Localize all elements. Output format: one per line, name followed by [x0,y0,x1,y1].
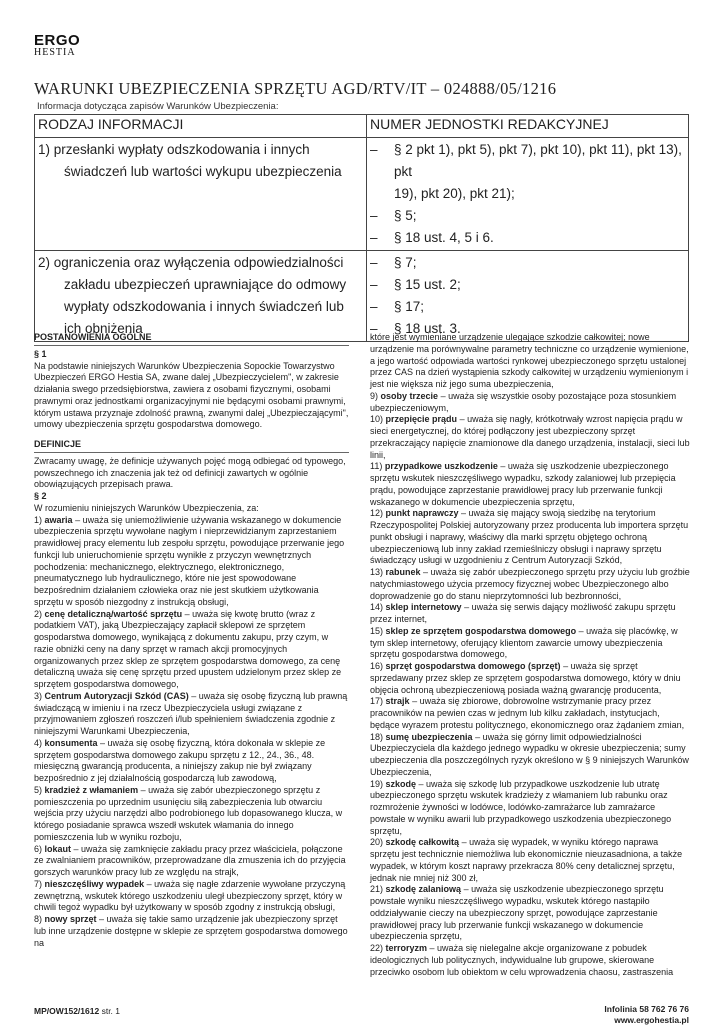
definition-number: 8) [34,914,43,924]
definition-item [34,785,349,844]
section-heading-general: POSTANOWIENIA OGÓLNE [34,332,349,346]
definition-text: – uważa się sprzęt sprzedawany przez sklep ze sprzętem gospodarstwa domowego, który w dniu objęcia ochroną ubezpieczeniową posiada ważną gwarancję producenta, [370,661,681,695]
right-column [370,332,690,978]
definition-item [34,738,349,785]
definition-term: lokaut [44,843,72,854]
definition-text: – uważa się nielegalne akcje organizowane z pobudek ideologicznych lub politycznych, indywidualne lub grupowe, skierowane przeciwko osobom lub obiektom w celu wprowadzenia chaosu, zastraszenia [370,943,674,977]
definition-item [370,661,690,696]
definition-text: – uważa się placówkę, w tym sklep internetowy, oferujący klientom zawarcie umowy ubezpieczenia sprzętu gospodarstwa domowego, [370,625,678,660]
definition-term: szkodę zalaniową [385,884,462,895]
definition-number: 15) [370,625,384,636]
definition-item [370,602,690,626]
logo-hestia: HESTIA [34,47,76,58]
definition-item [370,508,690,567]
definition-term: sklep ze sprzętem gospodarstwa domowego [385,625,577,636]
definition-number: 13) [370,567,384,577]
definition-number: 4) [34,737,43,748]
row1-right: – § 2 pkt 1), pkt 5), pkt 7), pkt 10), pkt 11), pkt 13), pkt 19), pkt 20), pkt 21); – § 5; – § 18 ust. 4, 5 i 6. [367,138,689,251]
definition-text: – uważa się mający swoją siedzibę na terytorium Rzeczypospolitej Polskiej autoryzowany przez producenta lub importera sprzętu punkt obsługi i naprawy, właściwy dla marki sprzętu objętego ochroną ubezpieczeniową lub inny zakład rzemieślniczy obsługi i naprawy sprzętu świadczący usługi w uzgodnieniu z Centrum Autoryzacji Szkód, [370,508,689,566]
definition-item [370,696,690,731]
definition-term: przepięcie prądu [385,414,458,425]
row1-right-item: § 5; [394,208,417,223]
definition-text: – uważa się zbiorowe, dobrowolne wstrzymanie pracy przez pracowników na pewien czas w jednym lub kilku zakładach, instytucjach, będące wyrazem protestu politycznego, ekonomicznego oraz żądaniem zmian, [370,696,685,730]
section-heading-definitions: DEFINICJE [34,439,349,453]
definition-item [34,609,349,691]
definition-term: sklep internetowy [385,602,462,613]
definition-number: 20) [370,837,384,848]
header-right: NUMER JEDNOSTKI REDAKCYJNEJ [367,115,689,138]
definition-term: szkodę całkowitą [385,837,460,848]
definition-text: – uważa się nagłe zdarzenie wywołane przyczyną zewnętrzną, wskutek którego uszkodzeniu uległ ubezpieczony sprzęt, który w chwili tegoż wypadku był użytkowany w sposób zgodny z instrukcją obsługi, [34,878,346,913]
definition-item [370,414,690,461]
definition-text: – uważa się uszkodzenie ubezpieczonego sprzętu powstałe wyniku nieszczęśliwego wypadku, wskutek którego nastąpiło oddziaływanie cieczy na ubezpieczony sprzęt, powodujące zaprzestanie prawidłowej pracy lub przerwanie funkcji wskazanego w dokumencie ubezpieczenia sprzętu, [370,884,664,942]
definition-text: – uważa się serwis dający możliwość zakupu sprzętu przez internet, [370,602,676,624]
row1-right-item: § 2 pkt 1), pkt 5), pkt 7), pkt 10), pkt 11), pkt 13), pkt [394,142,682,179]
definition-number: 10) [370,414,384,425]
definition-term: Centrum Autoryzacji Szkód (CAS) [44,690,189,701]
definition-text: – uważa się zabór ubezpieczonego sprzętu z pomieszczenia po uprzednim usunięciu siłą zabezpieczenia lub otwarciu wejścia przy użyciu narzędzi albo podrobionego lub dopasowanego klucza, w którego posiadanie sprawca wszedł wskutek włamania do innego pomieszczenia lub w wyniku rozboju, [34,784,343,842]
definition-text: – uważa się wszystkie osoby pozostające poza stosunkiem ubezpieczeniowym, [370,390,677,413]
header-left: RODZAJ INFORMACJI [35,115,367,138]
row1-right-item: § 18 ust. 4, 5 i 6. [394,230,494,245]
paragraph-text: Na podstawie niniejszych Warunków Ubezpieczenia Sopockie Towarzystwo Ubezpieczeń ERGO Hestia SA, zwane dalej „Ubezpieczycielem", w zakresie działania swego przedsiębiorstwa, zawiera z osobami fizycznymi, osobami prawnymi oraz jednostkami organizacyjnymi nie będącymi osobami prawnymi, którym ustawa przyznaje zdolność prawną, zwanymi dalej „Ubezpieczającymi", umowy ubezpieczenia sprzętu gospodarstwa domowego. [34,360,349,430]
info-subtitle: Informacja dotycząca zapisów Warunków Ubezpieczenia: [37,101,279,112]
logo-ergo: ERGO [34,32,81,49]
row2-left-line: zakładu ubezpieczeń uprawniające do odmowy [64,277,347,292]
definition-text: – uważa się wypadek, w wyniku którego naprawa sprzętu jest technicznie niemożliwa lub ekonomicznie nieuzasadniona, a także wypadek, w którym koszt naprawy przekracza 80% ceny detalicznej sprzętu, jednak nie mniej niż 300 zł, [370,837,683,883]
definition-text: – uważa się takie samo urządzenie jak ubezpieczony sprzęt lub inne urządzenie dostępne w sklepie ze sprzętem gospodarstwa domowego na [34,914,348,948]
definition-item [370,943,690,978]
table-row [35,138,689,251]
definition-term: sprzęt gospodarstwa domowego (sprzęt) [385,661,561,671]
definition-text: – uważa się osobę fizyczną, która dokonała w sklepie ze sprzętem gospodarstwa domowego zakupu sprzętu z 12., 24., 36., 48. miesięczną gwarancją producenta, a niniejszy zakup nie był związany bezpośrednio z jej działalnością gospodarczą lub zawodową, [34,737,326,783]
definition-text: – uważa się nagły, krótkotrwały wzrost napięcia prądu w sieci energetycznej, do której podłączony jest ubezpieczony sprzęt przekraczający napięcie znamionowe dla danego urządzenia, instalacji, sieci lub linii, [370,414,690,460]
definition-number: 1) [34,514,43,525]
definition-number: 18) [370,731,384,742]
row2-right: – § 7; – § 15 ust. 2; – § 17; – § 18 ust. 3. [367,251,689,342]
row2-right-item: § 18 ust. 3. [394,321,461,336]
definition-item [34,515,349,609]
definition-term: osoby trzecie [380,390,439,401]
definition-number: 7) [34,878,43,889]
ergo-hestia-logo [34,34,80,58]
hotline: Infolinia 58 762 76 76 [604,1004,689,1014]
definition-number: 22) [370,943,384,953]
definition-term: sumę ubezpieczenia [385,731,473,742]
definition-item [370,567,690,602]
definition-term: szkodę [385,778,417,789]
definition-term: przypadkowe uszkodzenie [384,461,498,472]
definition-text: – uważa się uniemożliwienie używania wskazanego w dokumencie ubezpieczenia sprzętu wywołane nagłym i nieprzewidzianym zaprzestaniem prawidłowej pracy elementu lub zespołu sprzętu, powodujące przerwanie jego funkcji lub unieruchomienie sprzętu wynikłe z przyczyn wewnętrznych pochodzenia: mechanicznego, elektrycznego, elektronicznego, pneumatycznego lub hydraulicznego, które nie jest spowodowane bezpośrednim działaniem człowieka oraz nie jest skutkiem użytkowania sprzętu w sposób niezgodny z instrukcją obsługi, [34,514,345,607]
definition-item [370,461,690,508]
definition-term: cenę detaliczną/wartość sprzętu [44,608,183,619]
definition-text: – uważa się górny limit odpowiedzialności Ubezpieczyciela dla każdego jednego wypadku w okresie ubezpieczenia; sumy ubezpieczenia dla poszczególnych ryzyk określono w § 9 niniejszych Warunków Ubezpieczenia, [370,731,689,777]
definition-term: konsumenta [44,737,98,748]
definition-list [370,391,690,979]
row2-right-item: § 15 ust. 2; [394,277,461,292]
row2-left-line: wypłaty odszkodowania i innych świadczeń lub [64,299,344,314]
definition-term: nieszczęśliwy wypadek [44,878,145,889]
paragraph-text: Zwracamy uwagę, że definicje używanych pojęć mogą odbiegać od typowego, powszechnego ich znaczenia jak też od definicji zawartych w ogólnie obowiązujących przepisach prawa. [34,455,346,490]
definition-number: 12) [370,508,384,519]
definition-item [370,391,690,415]
left-column [34,332,349,949]
definition-number: 9) [370,390,379,401]
definition-text: – uważa się osobę fizyczną lub prawną świadczącą w imieniu i na rzecz Ubezpieczyciela usługi związane z przyjmowaniem zgłoszeń roszczeń i/lub spełnieniem świadczenia zgodnie z niniejszymi Warunkami Ubezpieczenia, [34,690,348,736]
definition-number: 11) [370,461,383,472]
definition-number: 3) [34,690,43,701]
definition-item [34,691,349,738]
row1-right-item: 19), pkt 20), pkt 21); [394,186,515,201]
definition-term: terroryzm [385,943,428,953]
row2-left-line: ich obniżenia [64,321,143,336]
definition-item [370,732,690,779]
paragraph-mark: § 1 [34,348,47,359]
document-title: WARUNKI UBEZPIECZENIA SPRZĘTU AGD/RTV/IT – 024888/05/1216 [34,79,557,98]
definition-number: 14) [370,602,384,613]
footer-code [34,1006,120,1016]
definition-number: 5) [34,784,43,795]
definition-term: awaria [44,514,73,525]
definition-item [370,626,690,661]
definition-number: 16) [370,661,384,671]
definition-number: 2) [34,608,43,619]
row2-right-item: § 17; [394,299,425,314]
paragraph-mark: § 2 [34,491,47,501]
definition-term: nowy sprzęt [44,914,97,924]
definition-list [34,515,349,950]
page-number: str. 1 [101,1006,121,1016]
row2-right-item: § 7; [394,255,417,270]
definition-item [370,837,690,884]
definition-text: – uważa się uszkodzenie ubezpieczonego sprzętu wskutek nieszczęśliwego wypadku, szkody zalaniowej lub przepięcia prądu, powodujące zaprzestanie prawidłowej pracy lub przerwanie funkcji wskazanego w dokumencie ubezpieczenia sprzętu, [370,461,676,507]
definition-term: strajk [385,696,410,707]
table-row [35,251,689,342]
row2-left [35,251,367,342]
definition-number: 6) [34,843,43,854]
paragraph-text: W rozumieniu niniejszych Warunków Ubezpieczenia, za: [34,502,259,513]
row1-left-line: świadczeń lub wartości wykupu ubezpieczenia [64,164,342,179]
website-link[interactable]: www.ergohestia.pl [614,1015,689,1025]
definition-term: punkt naprawczy [385,508,459,519]
definition-number: 21) [370,884,384,895]
definition-number: 17) [370,696,384,707]
footer-contact [604,1004,689,1026]
definition-text: – uważa się kwotę brutto (wraz z podatkiem VAT), jaką Ubezpieczający zapłacił sklepowi ze sprzętem gospodarstwa domowego, wynikającą z dokumentu zakupu, przy czym, w razie obniżki ceny na dany sprzęt w ramach akcji promocyjnych organizowanych przez sklep ze sprzętem gospodarstwa domowego, za cenę detaliczną uważa się cenę sprzętu przed upustem udzielonym przez sklep ze sprzętem gospodarstwa domowego, [34,608,342,689]
info-table [34,114,689,342]
definition-term: rabunek [385,567,421,577]
row1-left [35,138,367,251]
definition-text: – uważa się zamknięcie zakładu pracy przez właściciela, połączone ze zwalnianiem pracowników, przeprowadzane dla zmuszenia ich do przyjęcia gorszych warunków pracy lub ze względu na strajk, [34,843,346,877]
definition-item [34,914,349,949]
definition-text: – uważa się zabór ubezpieczonego sprzętu przy użyciu lub groźbie natychmiastowego użycia przemocy fizycznej wobec Ubezpieczonego albo doprowadzenie go do stanu nieprzytomności lub bezbronności, [370,567,690,601]
definition-item [34,844,349,879]
document-code: MP/OW152/1612 [34,1006,100,1016]
definition-item [34,879,349,914]
paragraph-text: które jest wymieniane urządzenie ulegające szkodzie całkowitej; nowe urządzenie ma porównywalne parametry techniczne co urządzenie wymienione, a jego wartość odpowiada wartości rynkowej ubezpieczonego sprzętu ustalonej przez CAS na dzień wystąpienia szkody całkowitej w urządzeniu wymienionym i jest nie większa niż jego suma ubezpieczenia, [370,332,689,389]
definition-number: 19) [370,778,384,789]
definition-term: kradzież z włamaniem [44,784,139,795]
row1-left-line: 1) przesłanki wypłaty odszkodowania i innych [38,142,310,157]
definition-text: – uważa się szkodę lub przypadkowe uszkodzenie lub utratę ubezpieczonego sprzętu wskutek kradzieży z włamaniem lub rabunku oraz rozmrożenie żywności w lodówce, lodówko-zamrażarce lub zamrażarce powstałe w wyniku awarii lub przypadkowego uszkodzenia ubezpieczonego sprzętu, [370,778,672,836]
definition-item [370,779,690,838]
definition-item [370,884,690,943]
row2-left-line: 2) ograniczenia oraz wyłączenia odpowiedzialności [38,255,344,270]
